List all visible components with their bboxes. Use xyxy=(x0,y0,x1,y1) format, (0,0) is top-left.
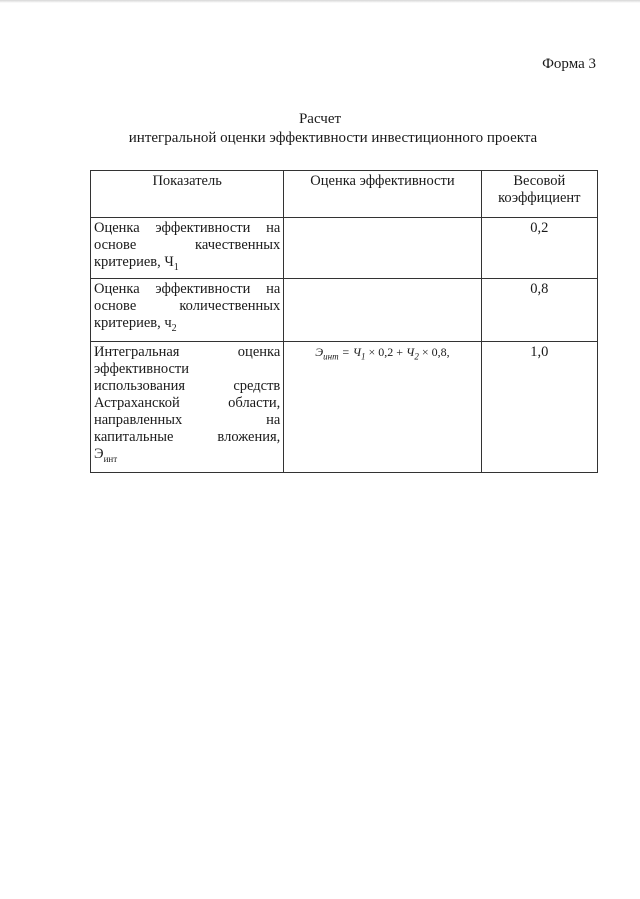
formula-term-1-sub: 1 xyxy=(361,351,366,362)
indicator-text: критериев, Ч xyxy=(94,254,174,270)
indicator-subscript: инт xyxy=(103,453,118,464)
header-weight-line-2: коэффициент xyxy=(498,190,581,206)
table-row xyxy=(91,218,598,279)
indicator-text: Э xyxy=(94,445,104,462)
header-indicator: Показатель xyxy=(91,171,284,218)
indicator-cell xyxy=(91,341,284,472)
indicator-line: Астраханской области, xyxy=(94,394,281,411)
formula-term-2: Ч xyxy=(406,344,415,359)
evaluation-cell xyxy=(284,278,481,341)
indicator-line: Интегральная оценка xyxy=(94,343,281,360)
formula-cell xyxy=(284,341,481,472)
indicator-line: эффективности xyxy=(94,360,189,377)
document-title xyxy=(0,110,640,148)
formula-op-2: × 0,8, xyxy=(418,344,450,359)
formula-eq: = xyxy=(338,344,353,359)
formula-term-1: Ч xyxy=(352,344,361,359)
table-row xyxy=(91,341,598,472)
title-line-1: Расчет xyxy=(298,111,342,127)
indicator-line: основе количественных xyxy=(94,297,281,314)
formula-op-1: × 0,2 + xyxy=(365,344,407,359)
evaluation-table xyxy=(90,170,598,473)
header-weight-line-1: Весовой xyxy=(513,173,566,189)
weight-cell: 0,8 xyxy=(481,278,597,341)
formula-lhs-sub: инт xyxy=(323,351,339,362)
header-evaluation: Оценка эффективности xyxy=(284,171,481,218)
indicator-line: капитальные вложения, xyxy=(94,428,281,445)
table-row xyxy=(91,278,598,341)
indicator-line: основе качественных xyxy=(94,237,281,253)
weight-cell: 0,2 xyxy=(481,218,597,279)
indicator-line: направленных на xyxy=(94,411,281,428)
form-label: Форма 3 xyxy=(542,56,596,72)
indicator-line-last xyxy=(94,315,280,337)
formula-lhs: Э xyxy=(315,344,324,359)
evaluation-cell xyxy=(284,218,481,279)
indicator-text: критериев, ч xyxy=(94,314,172,331)
indicator-cell xyxy=(91,218,284,279)
scan-edge xyxy=(0,0,640,3)
indicator-line-last xyxy=(94,446,280,468)
title-line-2: интегральной оценки эффективности инвестиционного проекта xyxy=(128,130,538,146)
indicator-subscript: 2 xyxy=(171,322,177,334)
indicator-line-last xyxy=(94,254,280,276)
header-weight xyxy=(481,171,597,218)
indicator-line: использования средств xyxy=(94,377,281,394)
weight-cell: 1,0 xyxy=(481,341,597,472)
indicator-line: Оценка эффективности на xyxy=(94,220,281,236)
table-header-row xyxy=(91,171,598,218)
formula-term-2-sub: 2 xyxy=(414,351,419,362)
indicator-subscript: 1 xyxy=(173,261,179,273)
indicator-line: Оценка эффективности на xyxy=(94,280,281,297)
indicator-cell xyxy=(91,278,284,341)
